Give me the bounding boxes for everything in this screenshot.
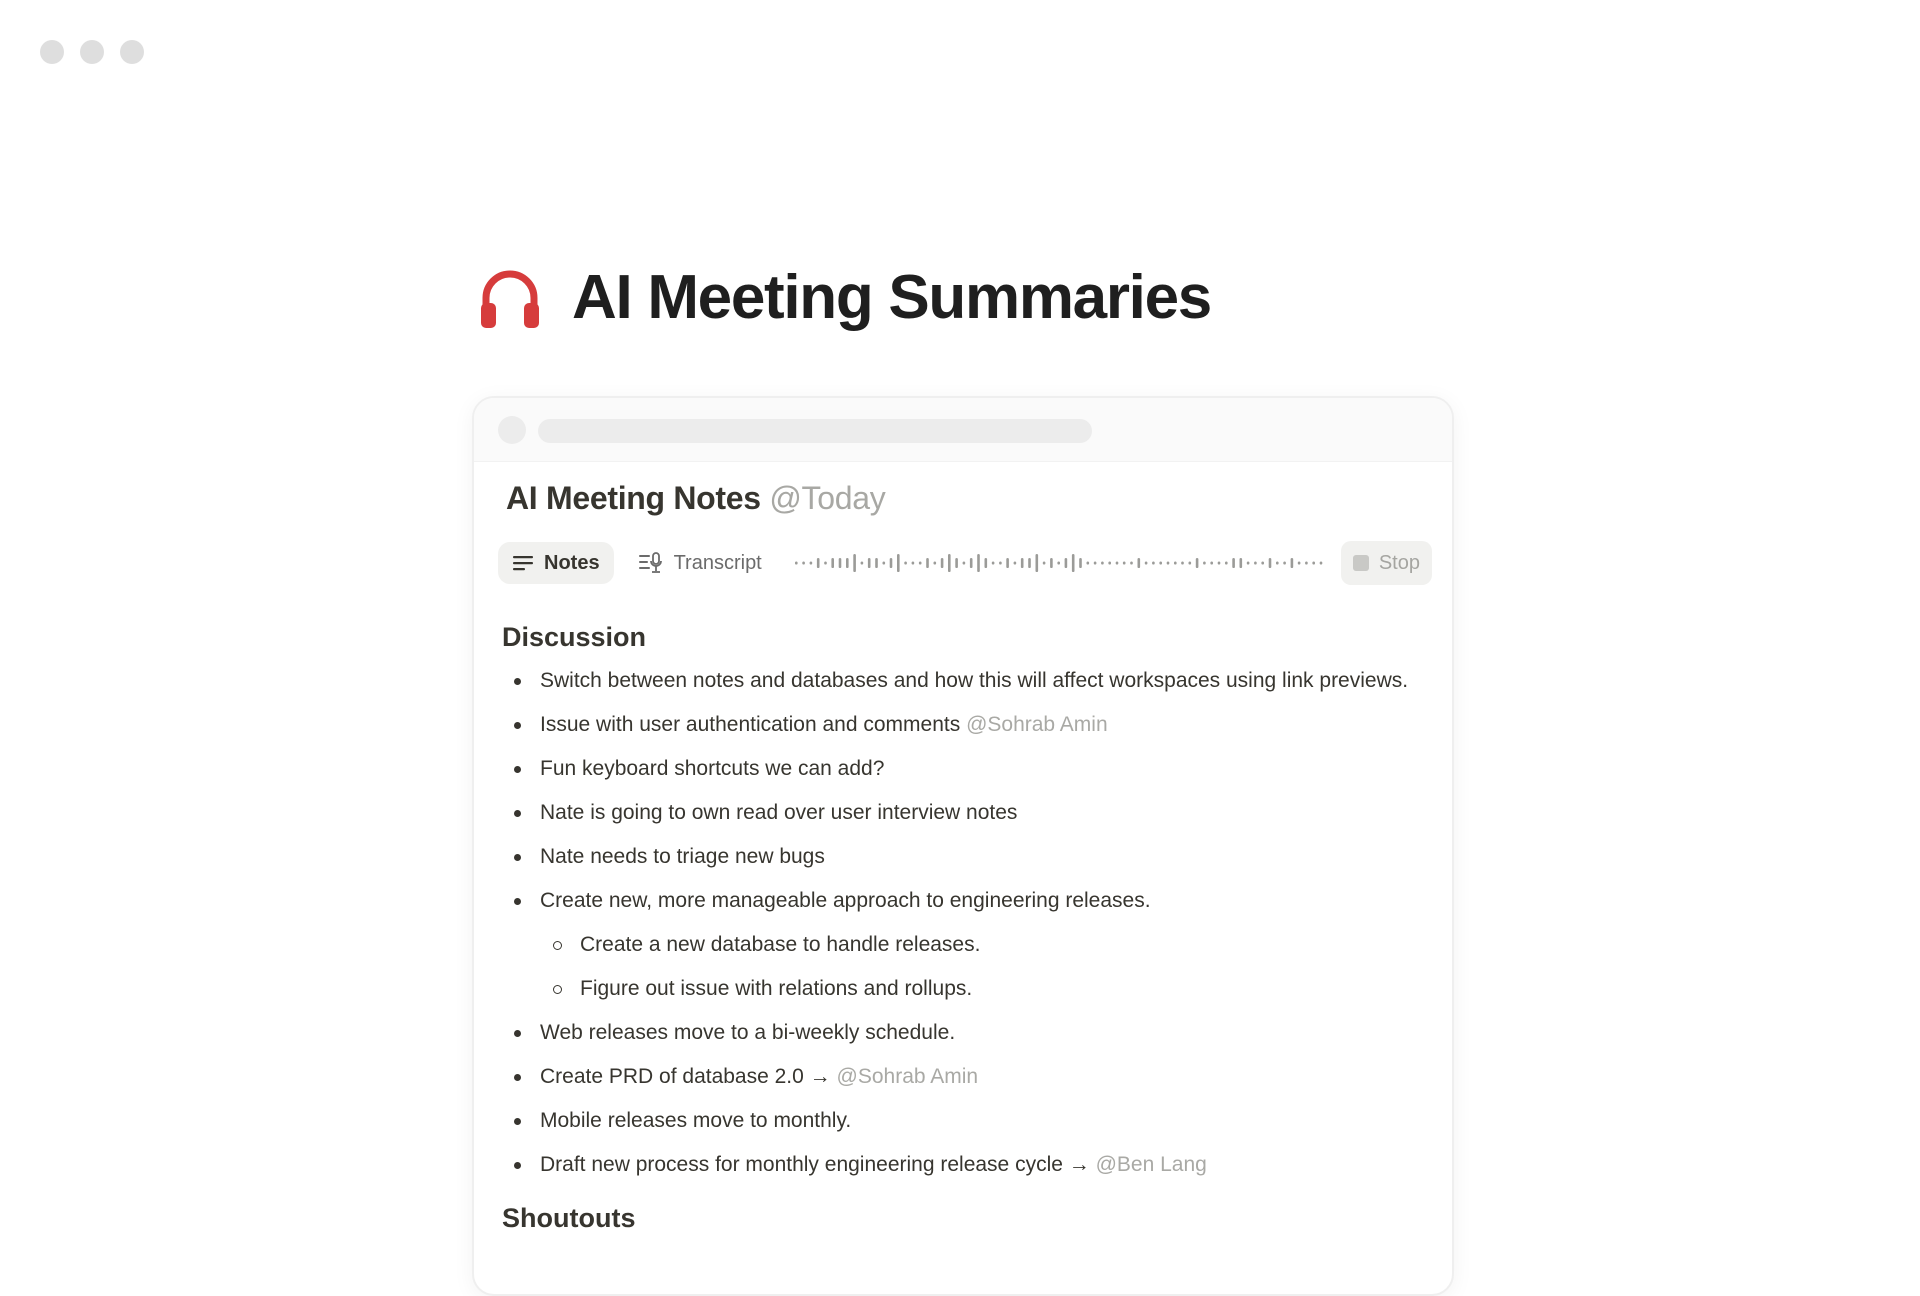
waveform-bar xyxy=(897,554,900,572)
audio-waveform xyxy=(794,548,1326,578)
waveform-bar xyxy=(838,558,841,568)
waveform-bar xyxy=(1319,562,1322,565)
card-placeholder-header xyxy=(474,398,1452,462)
waveform-bar xyxy=(1290,558,1293,568)
waveform-bar xyxy=(919,562,922,565)
placeholder-bar xyxy=(538,419,1092,443)
waveform-bar xyxy=(860,562,863,565)
item-text: Web releases move to a bi-weekly schedule. xyxy=(540,1021,956,1044)
item-text: Issue with user authentication and comments xyxy=(540,713,961,736)
list-item[interactable] xyxy=(502,797,1422,829)
waveform-bar xyxy=(1145,562,1148,565)
waveform-bar xyxy=(1276,562,1279,565)
item-text: Nate needs to triage new bugs xyxy=(540,845,825,868)
stop-icon xyxy=(1353,555,1369,571)
list-item[interactable] xyxy=(502,1061,1422,1093)
waveform-bar xyxy=(1196,558,1199,568)
stop-label: Stop xyxy=(1378,551,1420,574)
notes-title xyxy=(506,480,885,517)
waveform-bar xyxy=(853,554,856,572)
list-item[interactable] xyxy=(502,709,1422,741)
waveform-bar xyxy=(1086,562,1089,565)
item-text: Create a new database to handle releases. xyxy=(580,933,981,956)
placeholder-avatar xyxy=(498,416,526,444)
tab-notes[interactable] xyxy=(498,542,614,584)
page-title: AI Meeting Summaries xyxy=(572,263,1211,332)
waveform-bar xyxy=(1225,562,1228,565)
list-item[interactable] xyxy=(502,1105,1422,1137)
waveform-bar xyxy=(1108,562,1111,565)
waveform-bar xyxy=(1298,562,1301,565)
waveform-bar xyxy=(1203,562,1206,565)
waveform-bar xyxy=(1013,562,1016,565)
waveform-bar xyxy=(984,558,987,568)
waveform-bar xyxy=(846,558,849,568)
waveform-bar xyxy=(977,554,980,572)
waveform-bar xyxy=(809,562,812,565)
waveform-bar xyxy=(889,558,892,568)
shoutouts-heading: Shoutouts xyxy=(502,1203,636,1233)
item-text: Create new, more manageable approach to engineering releases. xyxy=(540,889,1151,912)
waveform-bar xyxy=(1064,558,1067,568)
waveform-bar xyxy=(1305,562,1308,565)
waveform-bar xyxy=(1057,562,1060,565)
item-text: Nate is going to own read over user interview notes xyxy=(540,801,1018,824)
waveform-bar xyxy=(1181,562,1184,565)
waveform-bar xyxy=(1043,562,1046,565)
waveform-bar xyxy=(1094,562,1097,565)
waveform-bar xyxy=(1123,562,1126,565)
waveform-bar xyxy=(868,558,871,568)
list-item-nested[interactable] xyxy=(502,929,1422,961)
waveform-bar xyxy=(1247,562,1250,565)
list-item[interactable] xyxy=(502,1017,1422,1049)
waveform-bar xyxy=(824,562,827,565)
waveform-bar xyxy=(802,562,805,565)
list-item[interactable] xyxy=(502,1149,1422,1181)
waveform-bar xyxy=(1210,562,1213,565)
meeting-notes-card xyxy=(472,396,1454,1296)
waveform-bar xyxy=(1188,562,1191,565)
window-close-button[interactable] xyxy=(40,40,64,64)
waveform-bar xyxy=(999,562,1002,565)
waveform-bar xyxy=(1166,562,1169,565)
list-item[interactable] xyxy=(502,885,1422,917)
waveform-bar xyxy=(1283,562,1286,565)
waveform-bar xyxy=(1239,558,1242,568)
waveform-bar xyxy=(992,562,995,565)
waveform-bar xyxy=(911,562,914,565)
list-item-nested[interactable] xyxy=(502,973,1422,1005)
waveform-bar xyxy=(1028,558,1031,568)
item-text: Figure out issue with relations and rollups. xyxy=(580,977,973,1000)
item-text: Create PRD of database 2.0 → xyxy=(540,1065,831,1088)
waveform-bar xyxy=(926,558,929,568)
waveform-bar xyxy=(817,558,820,568)
waveform-bar xyxy=(1035,554,1038,572)
waveform-bar xyxy=(1079,558,1082,568)
waveform-bar xyxy=(904,562,907,565)
waveform-bar xyxy=(1217,562,1220,565)
waveform-bar xyxy=(1072,554,1075,572)
item-text: Switch between notes and databases and how this will affect workspaces using link previews. xyxy=(540,669,1409,692)
waveform-bar xyxy=(1159,562,1162,565)
window-maximize-button[interactable] xyxy=(120,40,144,64)
item-text: Fun keyboard shortcuts we can add? xyxy=(540,757,885,780)
lines-icon xyxy=(512,554,534,572)
window-minimize-button[interactable] xyxy=(80,40,104,64)
user-mention[interactable]: @Sohrab Amin xyxy=(966,713,1108,736)
waveform-bar xyxy=(962,562,965,565)
stop-recording-button[interactable] xyxy=(1341,541,1432,585)
list-item[interactable] xyxy=(502,753,1422,785)
transcript-icon xyxy=(638,552,664,574)
waveform-bar xyxy=(1050,558,1053,568)
window-controls xyxy=(40,40,144,64)
waveform-bar xyxy=(1137,558,1140,568)
user-mention[interactable]: @Sohrab Amin xyxy=(836,1065,979,1088)
waveform-bar xyxy=(1021,558,1024,568)
notes-toolbar xyxy=(498,540,1432,586)
tab-notes-label: Notes xyxy=(544,551,600,574)
date-mention[interactable]: @Today xyxy=(769,480,886,516)
waveform-bar xyxy=(1101,562,1104,565)
waveform-bar xyxy=(933,562,936,565)
discussion-list xyxy=(502,665,1422,1181)
item-text: Mobile releases move to monthly. xyxy=(540,1109,852,1132)
user-mention[interactable]: @Ben Lang xyxy=(1095,1153,1207,1176)
waveform-bar xyxy=(1130,562,1133,565)
list-item[interactable] xyxy=(502,665,1422,697)
waveform-bar xyxy=(1312,562,1315,565)
notes-title-text: AI Meeting Notes xyxy=(506,480,761,516)
page-header xyxy=(478,262,1211,333)
waveform-bar xyxy=(1152,562,1155,565)
waveform-bar xyxy=(948,554,951,572)
headphones-icon xyxy=(478,266,542,330)
waveform-bar xyxy=(882,562,885,565)
discussion-heading: Discussion xyxy=(502,622,647,652)
waveform-bar xyxy=(1174,562,1177,565)
waveform-bar xyxy=(970,558,973,568)
waveform-bar xyxy=(1254,562,1257,565)
waveform-bar xyxy=(941,558,944,568)
waveform-bar xyxy=(1006,558,1009,568)
waveform-bar xyxy=(875,558,878,568)
waveform-bar xyxy=(955,558,958,568)
waveform-bar xyxy=(831,558,834,568)
waveform-bar xyxy=(1261,562,1264,565)
waveform-bar xyxy=(795,562,798,565)
list-item[interactable] xyxy=(502,841,1422,873)
notes-content xyxy=(502,622,1422,1246)
item-text: Draft new process for monthly engineering release cycle → xyxy=(540,1153,1090,1176)
tab-transcript-label: Transcript xyxy=(673,551,762,574)
waveform-bar xyxy=(1232,558,1235,568)
waveform-bar xyxy=(1115,562,1118,565)
tab-transcript[interactable] xyxy=(624,542,776,584)
waveform-bar xyxy=(1268,558,1271,568)
